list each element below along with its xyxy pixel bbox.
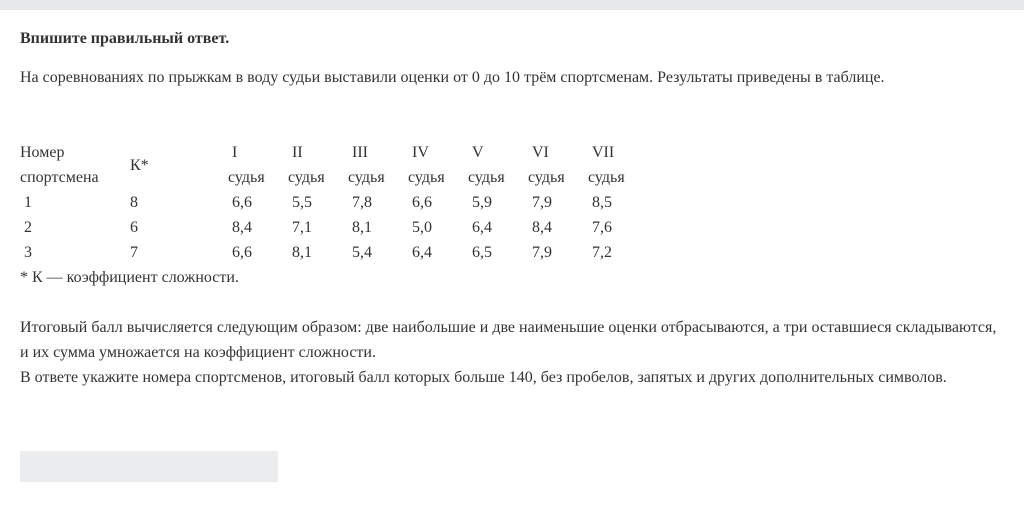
header-judge-word: судья <box>528 169 565 186</box>
score-cell: 8,4 <box>232 219 252 236</box>
athlete-k: 6 <box>130 219 138 236</box>
header-judge-word: судья <box>408 169 445 186</box>
header-judge-roman: IV <box>412 144 429 161</box>
footnote: * К — коэффициент сложности. <box>20 269 239 286</box>
table-row <box>20 215 648 240</box>
table-row <box>20 190 648 215</box>
athlete-number: 3 <box>24 244 32 261</box>
header-number-line1: Номер <box>20 144 65 161</box>
score-cell: 7,1 <box>292 219 312 236</box>
score-cell: 5,5 <box>292 194 312 211</box>
answer-input[interactable] <box>20 451 278 482</box>
score-cell: 6,6 <box>412 194 432 211</box>
header-judge-roman: V <box>472 144 484 161</box>
table-row <box>20 240 648 265</box>
score-cell: 6,6 <box>232 194 252 211</box>
score-cell: 8,5 <box>592 194 612 211</box>
athlete-k: 7 <box>130 244 138 261</box>
header-judge-word: судья <box>288 169 325 186</box>
header-number-line2: спортсмена <box>20 169 99 186</box>
score-cell: 7,6 <box>592 219 612 236</box>
athlete-number: 2 <box>24 219 32 236</box>
score-cell: 7,8 <box>352 194 372 211</box>
score-cell: 5,4 <box>352 244 372 261</box>
header-judge-word: судья <box>228 169 265 186</box>
scoring-rules <box>20 315 1002 390</box>
scores-table <box>20 140 648 265</box>
score-cell: 8,4 <box>532 219 552 236</box>
athlete-number: 1 <box>24 194 32 211</box>
table-header-row-1 <box>20 140 648 165</box>
score-cell: 6,6 <box>232 244 252 261</box>
table-header-row-2 <box>20 165 648 190</box>
task-intro: На соревнованиях по прыжкам в воду судьи выставили оценки от 0 до 10 трём спортсменам. Результаты приведены в таблице. <box>20 69 885 86</box>
task-content <box>20 26 1000 386</box>
score-cell: 6,4 <box>412 244 432 261</box>
header-judge-roman: III <box>352 144 368 161</box>
rules-line: Итоговый балл вычисляется следующим образом: две наибольшие и две наименьшие оценки отбрасываются, а три оставшиеся складываются, <box>20 319 997 336</box>
header-judge-roman: VI <box>532 144 549 161</box>
header-judge-roman: I <box>232 144 238 161</box>
header-judge-roman: II <box>292 144 303 161</box>
athlete-k: 8 <box>130 194 138 211</box>
header-judge-word: судья <box>588 169 625 186</box>
instruction-heading: Впишите правильный ответ. <box>20 30 230 47</box>
score-cell: 8,1 <box>352 219 372 236</box>
header-k: К* <box>130 156 149 174</box>
score-cell: 6,5 <box>472 244 492 261</box>
score-cell: 6,4 <box>472 219 492 236</box>
rules-line: и их сумма умножается на коэффициент сложности. <box>20 344 376 361</box>
score-cell: 7,9 <box>532 194 552 211</box>
header-judge-roman: VII <box>592 144 615 161</box>
top-bar <box>0 0 1024 10</box>
rules-line: В ответе укажите номера спортсменов, итоговый балл которых больше 140, без пробелов, запятых и других дополнительных символов. <box>20 369 947 386</box>
score-cell: 7,2 <box>592 244 612 261</box>
header-judge-word: судья <box>348 169 385 186</box>
score-cell: 5,0 <box>412 219 432 236</box>
score-cell: 5,9 <box>472 194 492 211</box>
score-cell: 8,1 <box>292 244 312 261</box>
score-cell: 7,9 <box>532 244 552 261</box>
header-judge-word: судья <box>468 169 505 186</box>
